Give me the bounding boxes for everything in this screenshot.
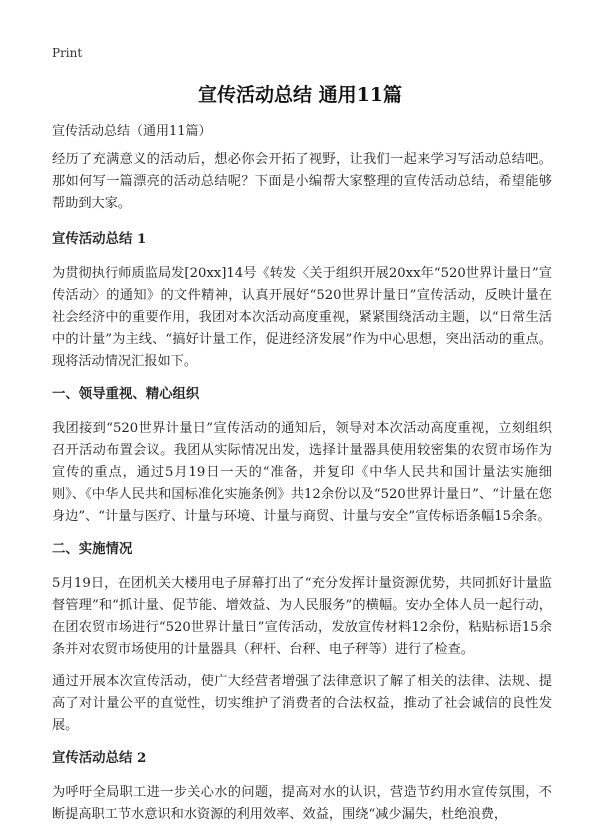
paragraph-1: 为贯彻执行师质监局发[20xx]14号《转发〈关于组织开展20xx年“520世界计量日”宣传活动〉的通知》的文件精神，认真开展好“520世界计量日”宣传活动，反映计量在社会经济中的重要作用，我团对本次活动高度重视，紧紧围绕活动主题，以“日常生活中的计量”为主线、“搞好计量工作，促进经济发展”作为中心思想，突出活动的重点。现将活动情况汇报如下。 — [52, 266, 552, 369]
section-heading-1: 宣传活动总结 1 — [52, 231, 147, 247]
subtitle: 宣传活动总结（通用11篇） — [52, 124, 212, 139]
paragraph-2: 我团接到“520世界计量日”宣传活动的通知后，领导对本次活动高度重视，立刻组织召开活动布置会议。我团从实际情况出发，选择计量器具使用较密集的农贸市场作为宣传的重点，通过5月19日一天的“准备，并复印《中华人民共和国计量法实施细则》、《中华人民共和国标准化实施条例》共12余份以及“520世界计量日”、“计量在您身边”、“计量与医疗、计量与环境、计量与商贸、计量与安全”宣传标语条幅15余条。 — [52, 421, 552, 524]
page-title: 宣传活动总结 通用11篇 — [197, 84, 403, 106]
intro-paragraph: 经历了充满意义的活动后，想必你会开拓了视野，让我们一起来学习写活动总结吧。那如何写一篇漂亮的活动总结呢？下面是小编帮大家整理的宣传活动总结，希望能够帮助到大家。 — [52, 152, 552, 211]
paragraph-4: 通过开展本次宣传活动，使广大经营者增强了法律意识了解了相关的法律、法规、提高了对计量公平的直觉性，切实维护了消费者的合法权益，推动了社会诚信的良性发展。 — [52, 674, 552, 733]
section-heading-implementation: 二、实施情况 — [52, 541, 133, 557]
section-heading-leadership: 一、领导重视、精心组织 — [52, 386, 200, 402]
print-link[interactable]: Print — [52, 46, 83, 60]
article-body — [52, 149, 552, 826]
paragraph-3: 5月19日，在团机关大楼用电子屏幕打出了“充分发挥计量资源优势，共同抓好计量监督管理”和“抓计量、促节能、增效益、为人民服务”的横幅。安办全体人员一起行动，在团农贸市场进行“520世界计量日”宣传活动，发放宣传材料12余份，粘贴标语15余条并对农贸市场使用的计量器具（秤杆、台秤、电子秤等）进行了检查。 — [52, 576, 552, 657]
section-heading-2: 宣传活动总结 2 — [52, 750, 147, 766]
paragraph-5: 为呼吁全局职工进一步关心水的问题，提高对水的认识，营造节约用水宣传氛围，不断提高职工节水意识和水资源的利用效率、效益，围绕“减少漏失，杜绝浪费， — [52, 785, 552, 822]
